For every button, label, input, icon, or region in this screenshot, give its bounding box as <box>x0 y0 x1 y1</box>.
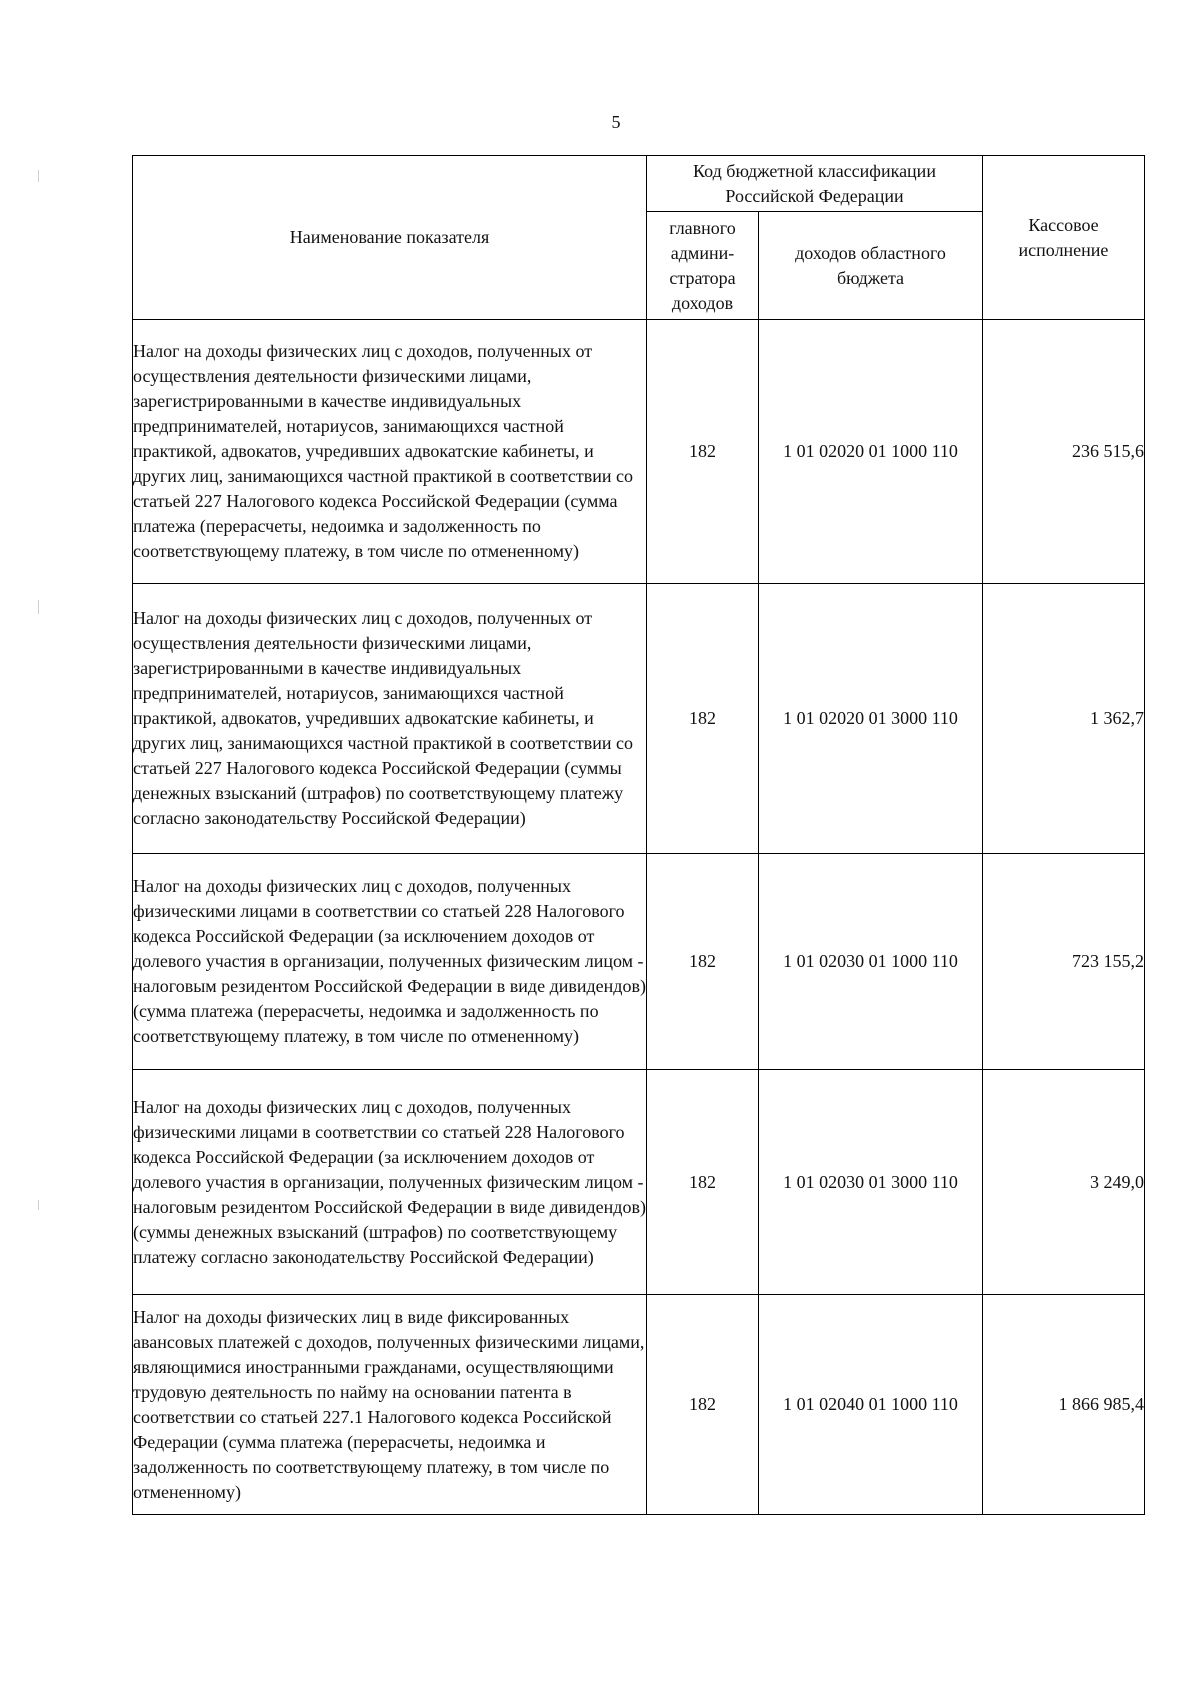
row-indicator-name: Налог на доходы физических лиц с доходов, полученных физическими лицами в соответствии со статьей 228 Налогового кодекса Российской Федерации (за исключением доходов от долевого участия в организации, полученных физическим лицом - налоговым резидентом Российской Федерации в виде дивидендов) (суммы денежных взысканий (штрафов) по соответствующему платежу согласно законодательству Российской Федерации) <box>133 1070 647 1295</box>
row-cash-execution: 1 362,7 <box>983 584 1145 854</box>
row-indicator-name: Налог на доходы физических лиц с доходов, полученных от осуществления деятельности физическими лицами, зарегистрированными в качестве индивидуальных предпринимателей, нотариусов, занимающихся частной практикой, адвокатов, учредивших адвокатские кабинеты, и других лиц, занимающихся частной практикой в соответствии со статьей 227 Налогового кодекса Российской Федерации (суммы денежных взысканий (штрафов) по соответствующему платежу согласно законодательству Российской Федерации) <box>133 584 647 854</box>
header-budget-classification-code: Код бюджетной классификации Российской Федерации <box>647 156 983 212</box>
scan-mark <box>38 600 39 614</box>
scan-mark <box>38 1200 39 1210</box>
row-budget-code: 1 01 02020 01 1000 110 <box>759 320 983 584</box>
row-budget-code: 1 01 02020 01 3000 110 <box>759 584 983 854</box>
row-budget-code: 1 01 02040 01 1000 110 <box>759 1295 983 1515</box>
row-budget-code: 1 01 02030 01 1000 110 <box>759 854 983 1070</box>
row-indicator-name: Налог на доходы физических лиц в виде фиксированных авансовых платежей с доходов, полученных физическими лицами, являющимися иностранными гражданами, осуществляющими трудовую деятельность по найму на основании патента в соответствии со статьей 227.1 Налогового кодекса Российской Федерации (сумма платежа (перерасчеты, недоимка и задолженность по соответствующему платежу, в том числе по отмененному) <box>133 1295 647 1515</box>
header-chief-administrator: главного админи- стратора доходов <box>647 212 759 320</box>
scan-mark <box>38 170 39 182</box>
row-administrator-code: 182 <box>647 1295 759 1515</box>
table-row <box>133 320 1145 584</box>
page-number: 5 <box>611 112 621 132</box>
row-cash-execution: 723 155,2 <box>983 854 1145 1070</box>
table-row <box>133 584 1145 854</box>
header-regional-budget-income: доходов областного бюджета <box>759 212 983 320</box>
row-administrator-code: 182 <box>647 854 759 1070</box>
row-cash-execution: 236 515,6 <box>983 320 1145 584</box>
budget-income-table <box>132 155 1145 1515</box>
table-row <box>133 1295 1145 1515</box>
header-cash-execution: Кассовое исполнение <box>983 156 1145 320</box>
row-cash-execution: 3 249,0 <box>983 1070 1145 1295</box>
row-administrator-code: 182 <box>647 584 759 854</box>
table-row <box>133 854 1145 1070</box>
row-cash-execution: 1 866 985,4 <box>983 1295 1145 1515</box>
row-administrator-code: 182 <box>647 320 759 584</box>
row-indicator-name: Налог на доходы физических лиц с доходов, полученных физическими лицами в соответствии со статьей 228 Налогового кодекса Российской Федерации (за исключением доходов от долевого участия в организации, полученных физическим лицом - налоговым резидентом Российской Федерации в виде дивидендов) (сумма платежа (перерасчеты, недоимка и задолженность по соответствующему платежу, в том числе по отмененному) <box>133 854 647 1070</box>
header-indicator-name: Наименование показателя <box>133 156 647 320</box>
row-budget-code: 1 01 02030 01 3000 110 <box>759 1070 983 1295</box>
row-administrator-code: 182 <box>647 1070 759 1295</box>
table-row <box>133 1070 1145 1295</box>
row-indicator-name: Налог на доходы физических лиц с доходов, полученных от осуществления деятельности физическими лицами, зарегистрированными в качестве индивидуальных предпринимателей, нотариусов, занимающихся частной практикой, адвокатов, учредивших адвокатские кабинеты, и других лиц, занимающихся частной практикой в соответствии со статьей 227 Налогового кодекса Российской Федерации (сумма платежа (перерасчеты, недоимка и задолженность по соответствующему платежу, в том числе по отмененному) <box>133 320 647 584</box>
